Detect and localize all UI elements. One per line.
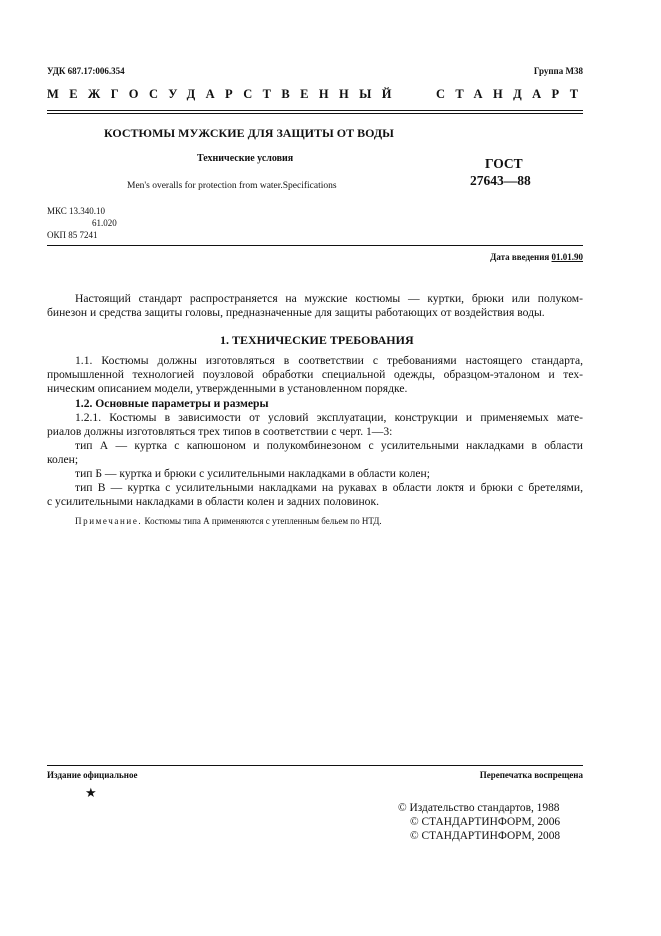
intro-line-1: Настоящий стандарт распространяется на мужские костюмы — куртки, брюки или полуком- xyxy=(75,292,583,305)
document-subtitle: Технические условия xyxy=(197,153,294,164)
udk-code: УДК 687.17:006.354 xyxy=(47,66,125,76)
english-title: Men's overalls for protection from water.Specifications xyxy=(127,181,337,191)
official-edition: Издание официальное xyxy=(47,770,138,780)
gost-number: 27643—88 xyxy=(470,173,531,188)
effective-date-value: 01.01.90 xyxy=(551,252,583,262)
effective-date-label: Дата введения xyxy=(490,252,550,262)
type-a-paragraph xyxy=(47,439,583,467)
paragraph-1-1 xyxy=(47,354,583,397)
section-heading: 1. ТЕХНИЧЕСКИЕ ТРЕБОВАНИЯ xyxy=(220,333,414,347)
p11-line-1: 1.1. Костюмы должны изготовляться в соответствии с требованиями настоящего стандарта, xyxy=(75,354,583,367)
type-b-paragraph xyxy=(47,467,583,481)
codes-rule xyxy=(47,245,583,246)
subsection-heading: 1.2. Основные параметры и размеры xyxy=(75,397,269,410)
copyright-1: © Издательство стандартов, 1988 xyxy=(398,802,560,814)
type-v-paragraph xyxy=(47,481,583,509)
star-icon: ★ xyxy=(85,785,97,800)
type-b-line-1: тип Б — куртка и брюки с усилительными накладками в области колен; xyxy=(75,467,430,480)
p11-line-3: ническим описанием модели, утвержденными в установленном порядке. xyxy=(47,382,408,396)
type-a-line-1: тип А — куртка с капюшоном и полукомбинезоном с усилительными накладками в области xyxy=(75,439,583,452)
group-code: Группа М38 xyxy=(533,66,583,76)
document-title: КОСТЮМЫ МУЖСКИЕ ДЛЯ ЗАЩИТЫ ОТ ВОДЫ xyxy=(104,126,394,140)
intro-line-2: бинезон и средства защиты головы, предназначенные для защиты работающих от воздействия воды. xyxy=(47,306,545,320)
header-rule-top xyxy=(47,110,583,111)
note xyxy=(75,516,382,526)
copyright-3: © СТАНДАРТИНФОРМ, 2008 xyxy=(410,830,561,842)
gost-label: ГОСТ xyxy=(485,156,523,171)
p11-line-2: промышленной технологией поузловой обработки специальной одежды, образцом-эталоном и тех- xyxy=(47,368,583,382)
type-v-line-2: с усилительными накладками в области колен и задних половинок. xyxy=(47,495,379,509)
paragraph-1-2-1 xyxy=(47,411,583,439)
copyright-2: © СТАНДАРТИНФОРМ, 2006 xyxy=(410,816,561,828)
intro-paragraph xyxy=(47,292,583,320)
mks-code-2: 61.020 xyxy=(92,218,117,228)
reprint-prohibited: Перепечатка воспрещена xyxy=(479,770,583,780)
mks-code-1: МКС 13.340.10 xyxy=(47,206,106,216)
type-a-line-2: колен; xyxy=(47,453,79,467)
okp-code: ОКП 85 7241 xyxy=(47,230,98,240)
banner-interstate: МЕЖГОСУДАРСТВЕННЫЙ xyxy=(47,87,402,101)
effective-date xyxy=(490,252,583,262)
header-rule-bottom xyxy=(47,113,583,114)
banner-standard: СТАНДАРТ xyxy=(436,87,589,101)
type-v-line-1: тип В — куртка с усилительными накладками на рукавах в области локтя и брюки с бретелями, xyxy=(75,481,583,494)
footer-rule xyxy=(47,765,583,766)
note-text: Костюмы типа А применяются с утепленным бельем по НТД. xyxy=(144,516,382,526)
p121-line-2: риалов должны изготовляться трех типов в соответствии с черт. 1—3: xyxy=(47,425,393,439)
note-label: Примечание. xyxy=(75,516,143,526)
p121-line-1: 1.2.1. Костюмы в зависимости от условий эксплуатации, конструкции и применяемых мате- xyxy=(75,411,583,424)
